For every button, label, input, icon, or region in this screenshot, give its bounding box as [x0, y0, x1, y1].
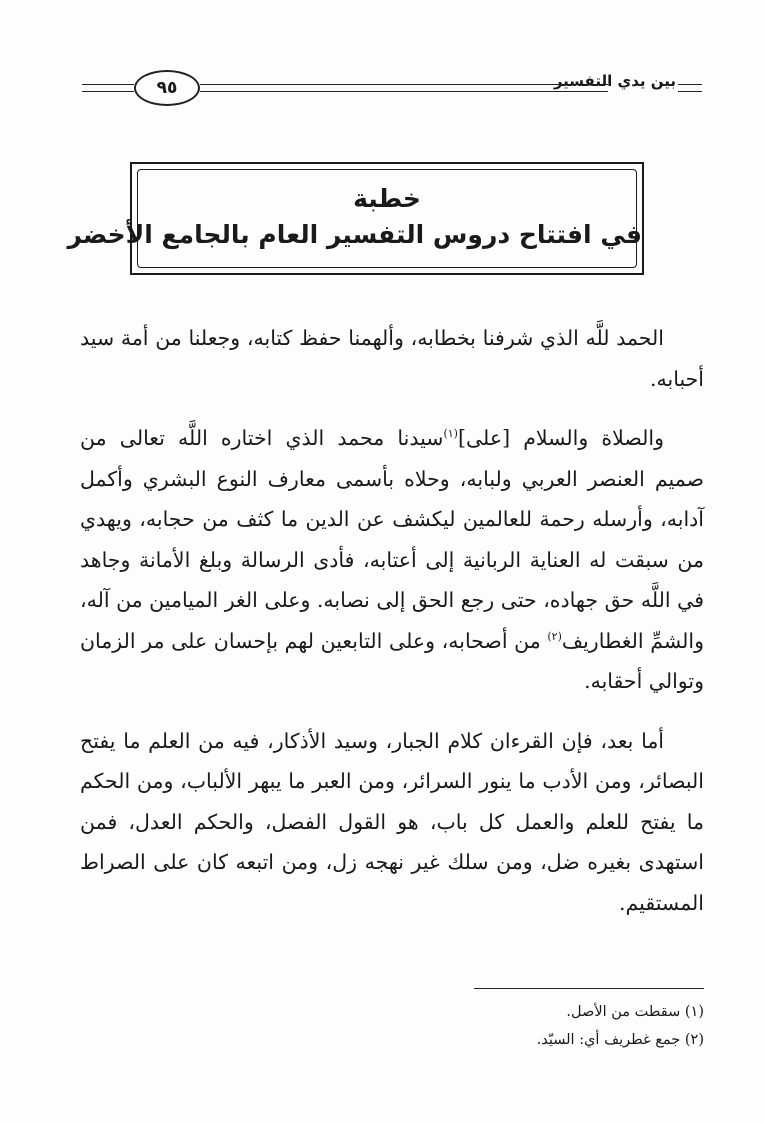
paragraph-2-part-3: من أصحابه، وعلى التابعين لهم بإحسان على مر الزمان وتوالي أحقابه.	[80, 628, 704, 693]
running-header	[82, 62, 702, 112]
paragraph-1: الحمد للَّه الذي شرفنا بخطابه، وألهمنا حفظ كتابه، وجعلنا من أمة سيد أحبابه.	[80, 326, 704, 391]
footnote-reference-1: (١)	[443, 427, 458, 441]
paragraph-2-part-2: سيدنا محمد الذي اختاره اللَّه تعالى من صميم العنصر العربي ولبابه، وحلاه بأسمى معارف النوع البشري وأكمل آدابه، وأرسله رحمة للعالمين ليكشف عن الدين ما كثف من حجابه، ويهدي من سبقت له العناية الربانية إلى أعتابه، فأدى الرسالة وبلغ الأمانة وجاهد في اللَّه حق جهاده، حتى رجع الحق إلى نصابه. وعلى الغر الميامين من آله، والشمِّ الغطاريف	[80, 426, 704, 653]
running-title: بين يدي التفسير	[553, 72, 676, 90]
footnote-1: (١) سقطت من الأصل.	[566, 1004, 704, 1020]
footnote-divider	[474, 988, 704, 989]
header-rule-right	[678, 84, 702, 92]
title-heading: خطبة	[353, 184, 421, 213]
paragraph-2	[80, 418, 704, 702]
header-rule-middle	[200, 84, 608, 92]
page-number: ٩٥	[134, 70, 200, 106]
title-subheading: في افتتاح دروس التفسير العام بالجامع الأخضر	[67, 220, 642, 249]
title-box	[67, 162, 644, 275]
paragraph-3: أما بعد، فإن القرءان كلام الجبار، وسيد الأذكار، فيه من العلم ما يفتح البصائر، ومن الأدب ما ينور السرائر، ومن العبر ما يبهر الألباب، ومن الحكم ما يفتح للعلم والعمل كل باب، هو القول الفصل، والحكم العدل، فمن استهدى بغيره ضل، ومن سلك غير نهجه زل، ومن اتبعه كان على الصراط المستقيم.	[80, 728, 704, 915]
footnote-2: (٢) جمع غطريف أي: السيّد.	[536, 1032, 704, 1048]
body-text	[80, 318, 704, 942]
paragraph-2-part-1: والصلاة والسلام [على]	[457, 426, 665, 450]
footnote-reference-2: (٢)	[547, 629, 562, 643]
header-rule-left	[82, 84, 134, 92]
footnotes	[300, 998, 704, 1054]
